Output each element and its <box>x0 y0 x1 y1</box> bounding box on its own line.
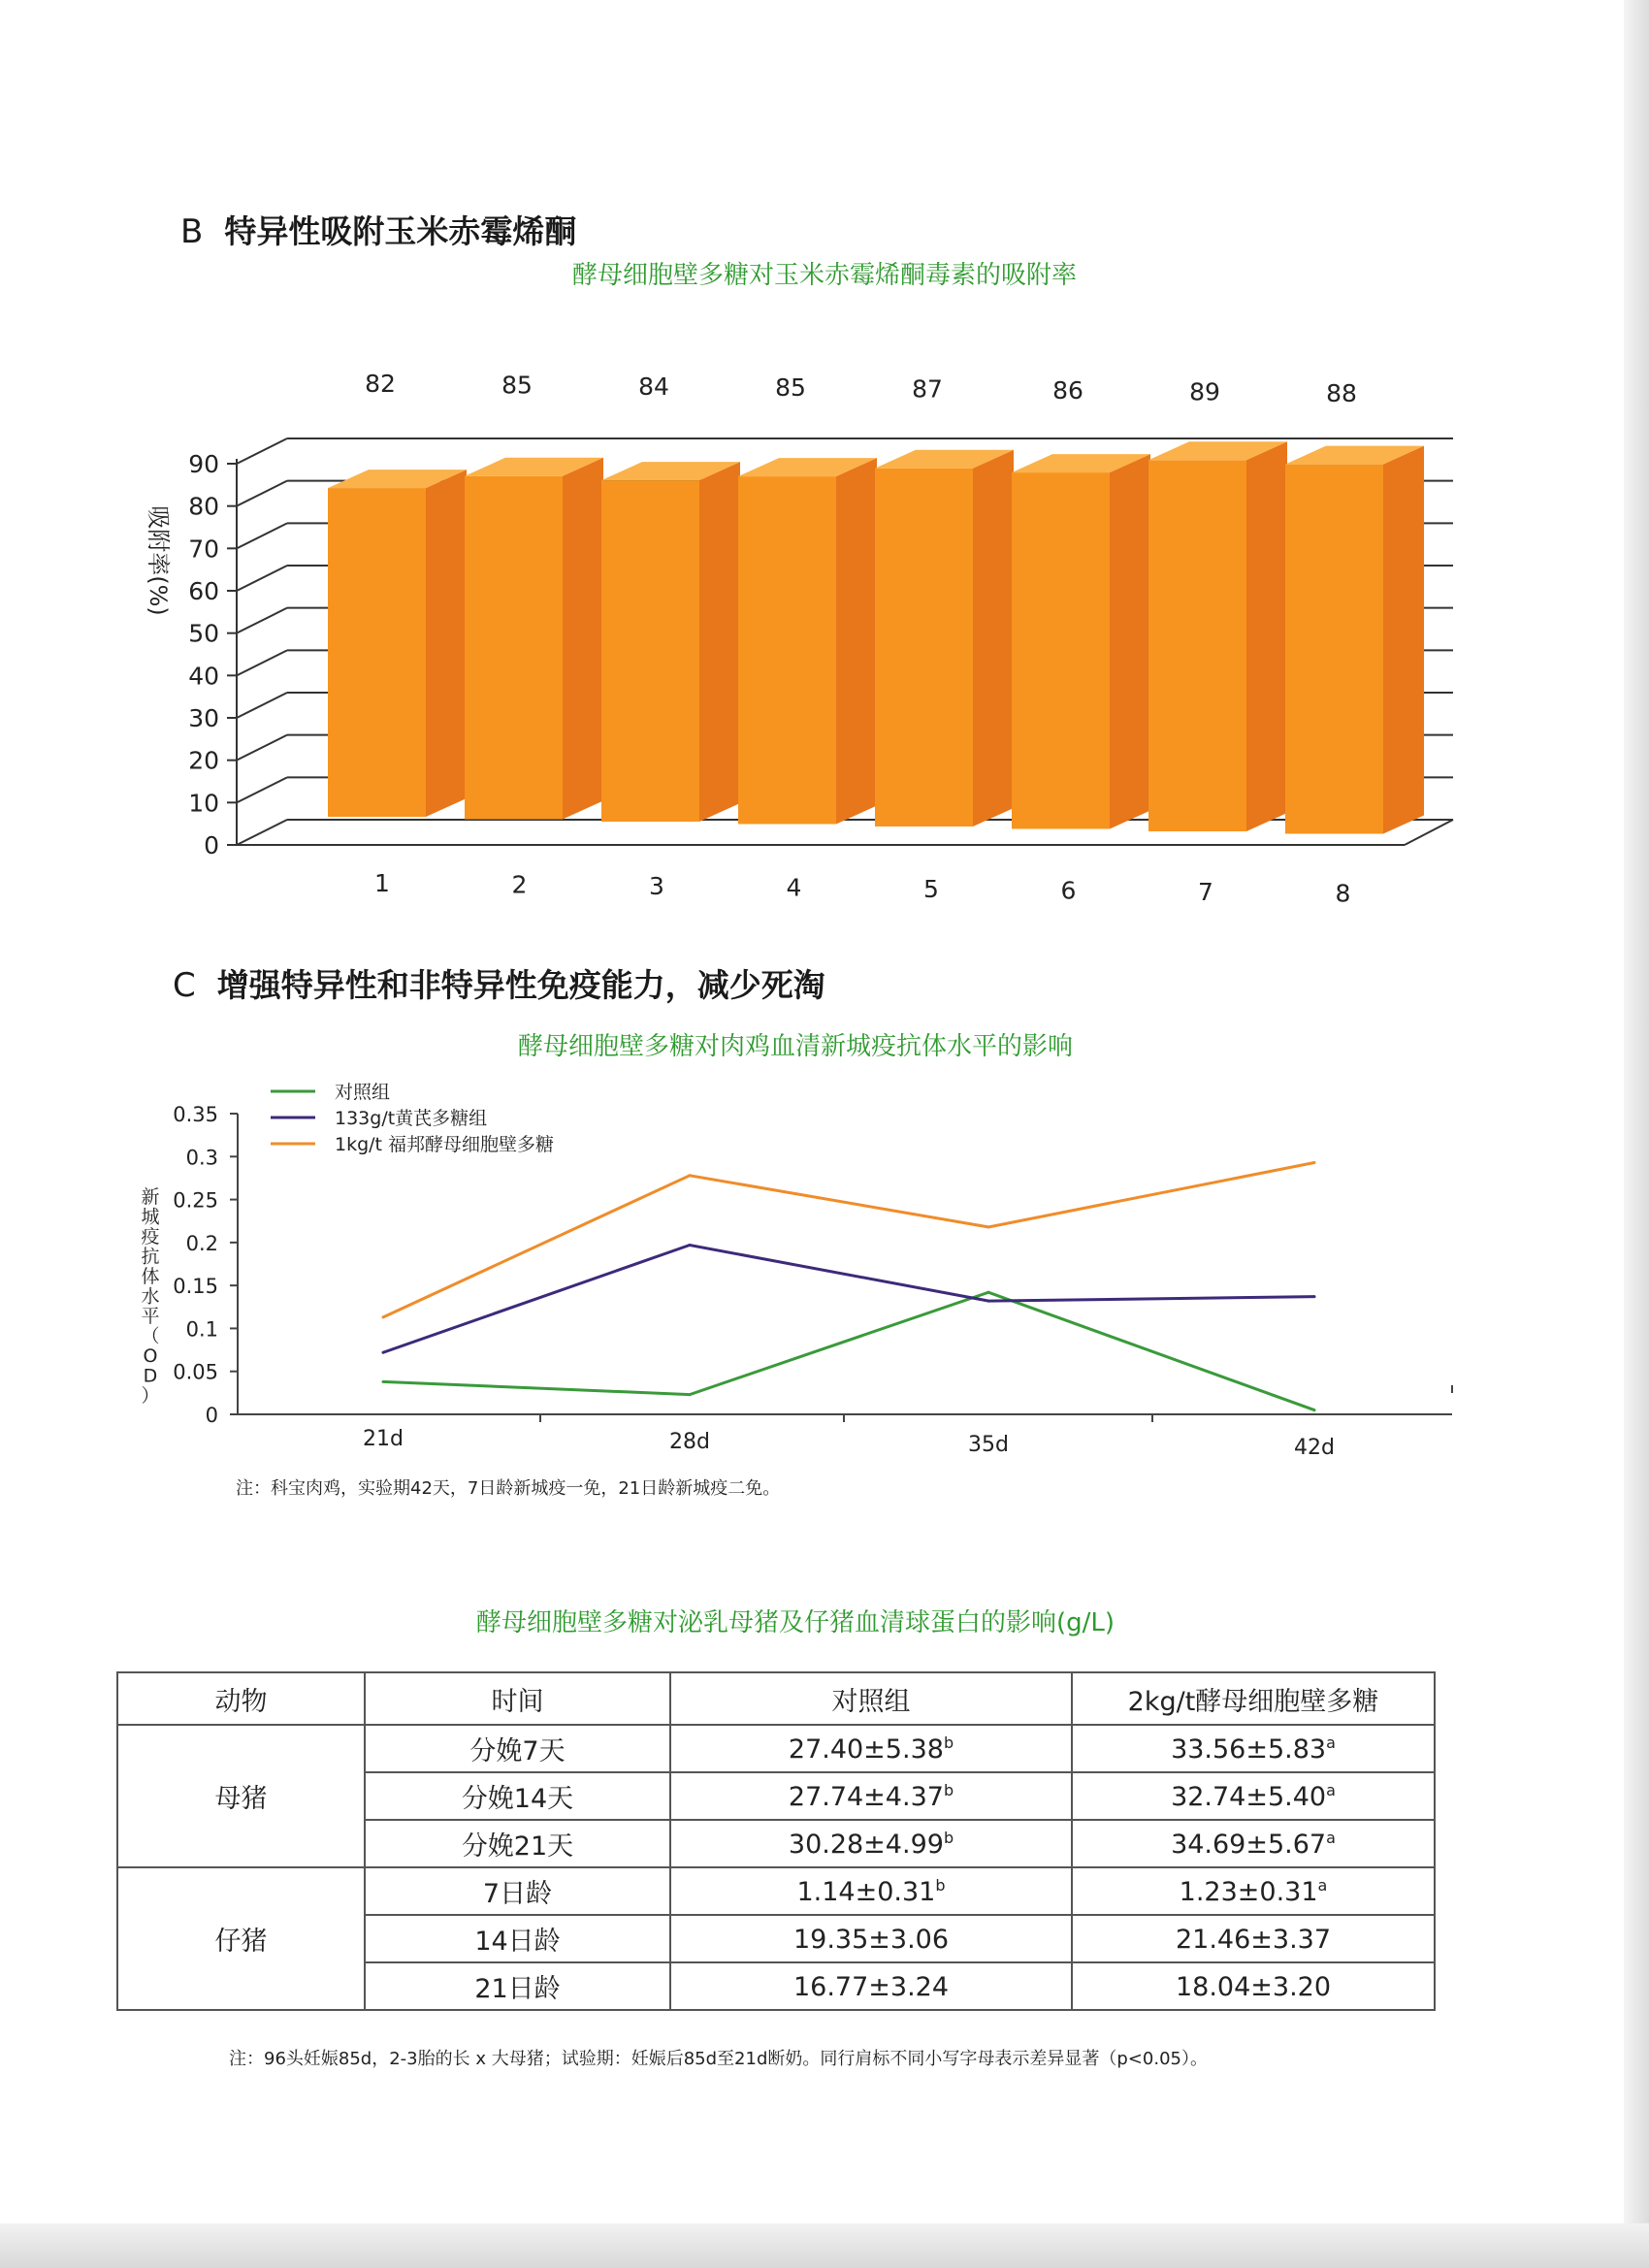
data-label: 88 <box>1326 378 1357 407</box>
time-cell: 21日龄 <box>365 1962 670 2010</box>
section-letter: C <box>173 966 196 1005</box>
data-point <box>382 1380 385 1383</box>
data-label: 86 <box>1052 376 1083 405</box>
control-cell <box>670 1772 1072 1820</box>
treatment-cell <box>1072 1820 1435 1867</box>
data-point <box>382 1351 385 1354</box>
table-title: 酵母细胞壁多糖对泌乳母猪及仔猪血清球蛋白的影响(g/L) <box>475 1608 1116 1637</box>
data-point <box>1313 1409 1316 1411</box>
bar-front <box>1012 472 1110 828</box>
scan-edge <box>0 2223 1649 2268</box>
section-c-heading <box>173 960 825 1006</box>
table-row <box>117 1867 1435 1915</box>
data-label: 85 <box>775 373 806 403</box>
cell-value: 18.04±3.20 <box>1175 1971 1332 2002</box>
treatment-cell <box>1072 1772 1435 1820</box>
cell-value: 33.56±5.83 <box>1171 1733 1327 1765</box>
time-cell: 7日龄 <box>365 1867 670 1915</box>
bar-front <box>1285 465 1383 834</box>
y-axis-label-char: 疫 <box>141 1226 160 1247</box>
data-label: 89 <box>1189 377 1220 406</box>
grid-depth-line <box>237 608 287 633</box>
section-title: 增强特异性和非特异性免疫能力，减少死淘 <box>216 966 825 1004</box>
significance-mark: b <box>943 1780 954 1799</box>
cell-value: 21.46±3.37 <box>1175 1924 1332 1955</box>
animal-cell: 母猪 <box>117 1725 365 1867</box>
time-cell: 分娩7天 <box>365 1725 670 1772</box>
data-point <box>1313 1295 1316 1298</box>
y-tick-label: 50 <box>188 619 219 648</box>
x-tick-label: 5 <box>923 875 939 903</box>
significance-mark: a <box>1326 1733 1336 1752</box>
bar-chart-title: 酵母细胞壁多糖对玉米赤霉烯酮毒素的吸附率 <box>571 261 1077 290</box>
control-cell <box>670 1867 1072 1915</box>
y-axis-label-char: 体 <box>141 1266 160 1287</box>
treatment-cell <box>1072 1962 1435 2010</box>
significance-mark: a <box>1326 1780 1336 1799</box>
x-tick-label: 7 <box>1198 878 1213 906</box>
header-control: 对照组 <box>670 1672 1072 1725</box>
y-axis-label-char: O <box>143 1345 158 1367</box>
bar-side <box>426 470 467 817</box>
cell-value: 1.14±0.31 <box>796 1876 936 1907</box>
bar-front <box>465 476 563 820</box>
cell-value: 27.40±5.38 <box>788 1733 944 1765</box>
time-cell: 分娩14天 <box>365 1772 670 1820</box>
y-axis-label-char: 平 <box>141 1306 160 1327</box>
data-point <box>987 1291 990 1294</box>
y-tick-label: 0.25 <box>173 1188 218 1213</box>
cell-value: 19.35±3.06 <box>792 1924 950 1955</box>
cell-value: 30.28±4.99 <box>788 1829 944 1860</box>
globulin-table <box>116 1671 1436 2011</box>
grid-depth-line <box>237 566 287 591</box>
time-cell: 14日龄 <box>365 1915 670 1962</box>
legend-label: 133g/t黄芪多糖组 <box>335 1108 488 1129</box>
series-line <box>383 1246 1314 1353</box>
significance-mark: b <box>943 1733 954 1752</box>
grid-depth-line <box>237 523 287 548</box>
data-point <box>689 1393 692 1396</box>
bar-front <box>738 476 836 824</box>
series-line <box>383 1292 1314 1409</box>
cell-value: 32.74±5.40 <box>1171 1781 1327 1812</box>
y-tick-label: 0.15 <box>173 1275 218 1299</box>
grid-depth-line <box>237 650 287 675</box>
bar-side <box>836 458 877 824</box>
bar-front <box>328 488 426 817</box>
y-tick-label: 0.1 <box>185 1317 218 1342</box>
table-row <box>117 1725 1435 1772</box>
data-point <box>689 1244 692 1247</box>
header-time: 时间 <box>365 1672 670 1725</box>
x-tick-label: 28d <box>669 1430 710 1454</box>
y-tick-label: 0 <box>205 1404 218 1427</box>
y-tick-label: 0 <box>204 831 219 859</box>
y-axis-label-char: （ <box>141 1325 160 1347</box>
y-tick-label: 20 <box>188 746 219 775</box>
bar-front <box>875 469 973 826</box>
cell-value: 1.23±0.31 <box>1179 1876 1318 1907</box>
x-tick-label: 35d <box>968 1433 1009 1457</box>
y-tick-label: 70 <box>188 535 219 564</box>
series-line <box>383 1162 1314 1316</box>
y-axis-label-char: D <box>143 1365 158 1387</box>
data-label: 85 <box>501 371 533 400</box>
bar-side <box>1383 446 1424 834</box>
control-cell <box>670 1915 1072 1962</box>
control-cell <box>670 1962 1072 2010</box>
grid-depth-line <box>237 735 287 761</box>
significance-mark: b <box>943 1828 954 1847</box>
y-axis-label-char: 新 <box>141 1186 160 1208</box>
x-tick-label: 6 <box>1060 876 1077 905</box>
bar-side <box>699 462 740 822</box>
y-tick-label: 30 <box>188 704 219 732</box>
data-point <box>1313 1161 1316 1164</box>
x-tick-label: 3 <box>649 872 664 900</box>
y-tick-label: 0.35 <box>173 1103 218 1126</box>
line-chart-title: 酵母细胞壁多糖对肉鸡血清新城疫抗体水平的影响 <box>517 1032 1073 1061</box>
treatment-cell <box>1072 1915 1435 1962</box>
grid-depth-line <box>237 693 287 718</box>
y-axis-label: 吸附率(%) <box>145 505 172 616</box>
treatment-cell <box>1072 1867 1435 1915</box>
grid-depth-line <box>237 777 287 802</box>
floor-edge <box>1405 820 1453 845</box>
data-label: 87 <box>912 374 943 404</box>
table-header-row <box>117 1672 1435 1725</box>
y-tick-label: 0.05 <box>173 1360 218 1384</box>
bar-side <box>1246 441 1287 831</box>
x-tick-label: 8 <box>1335 879 1351 908</box>
significance-mark: a <box>1317 1875 1328 1895</box>
header-treatment: 2kg/t酵母细胞壁多糖 <box>1072 1672 1435 1725</box>
header-animal: 动物 <box>117 1672 365 1725</box>
data-label: 84 <box>638 372 669 401</box>
grid-depth-line <box>237 438 287 464</box>
control-cell <box>670 1725 1072 1772</box>
bar-side <box>973 450 1014 826</box>
y-tick-label: 40 <box>188 662 219 691</box>
treatment-cell <box>1072 1725 1435 1772</box>
significance-mark: a <box>1326 1828 1336 1847</box>
section-letter: B <box>180 212 204 251</box>
table-note: 注：96头妊娠85d，2-3胎的长 x 大母猪；试验期：妊娠后85d至21d断奶。同行肩标不同小写字母表示差异显著（p<0.05）。 <box>229 2049 1208 2069</box>
bar-front <box>601 480 699 822</box>
grid-depth-line <box>237 820 287 845</box>
y-axis-label-char: 水 <box>141 1285 160 1308</box>
legend-label: 1kg/t 福邦酵母细胞壁多糖 <box>335 1134 555 1155</box>
data-point <box>987 1300 990 1303</box>
grid-depth-line <box>237 481 287 506</box>
y-tick-label: 80 <box>188 492 219 521</box>
data-label: 82 <box>365 370 396 398</box>
data-point <box>987 1225 990 1228</box>
x-tick-label: 21d <box>363 1427 404 1451</box>
section-title: 特异性吸附玉米赤霉烯酮 <box>224 212 577 250</box>
y-tick-label: 0.2 <box>185 1231 218 1255</box>
legend-label: 对照组 <box>335 1082 391 1103</box>
y-axis-label-char: 城 <box>141 1206 160 1228</box>
bar-side <box>563 458 603 820</box>
cell-value: 27.74±4.37 <box>788 1781 944 1812</box>
time-cell: 分娩21天 <box>365 1820 670 1867</box>
data-point <box>689 1174 692 1177</box>
x-tick-label: 2 <box>511 870 528 899</box>
y-tick-label: 10 <box>188 789 219 818</box>
animal-cell: 仔猪 <box>117 1867 365 2010</box>
y-axis-label-char: ） <box>141 1385 160 1407</box>
x-tick-label: 4 <box>786 873 802 902</box>
y-tick-label: 90 <box>188 450 219 478</box>
chart-note: 注：科宝肉鸡，实验期42天，7日龄新城疫一免，21日龄新城疫二免。 <box>236 1478 781 1499</box>
x-tick-label: 42d <box>1294 1436 1335 1460</box>
data-point <box>382 1315 385 1318</box>
bar-side <box>1110 454 1150 828</box>
control-cell <box>670 1820 1072 1867</box>
bar-front <box>1148 460 1246 831</box>
x-tick-label: 1 <box>374 869 390 897</box>
y-tick-label: 0.3 <box>185 1146 218 1170</box>
significance-mark: b <box>935 1875 946 1895</box>
bar-chart <box>0 0 1649 970</box>
y-tick-label: 60 <box>188 577 219 605</box>
cell-value: 16.77±3.24 <box>792 1971 950 2002</box>
y-axis-label-char: 抗 <box>141 1246 160 1268</box>
cell-value: 34.69±5.67 <box>1171 1829 1327 1860</box>
